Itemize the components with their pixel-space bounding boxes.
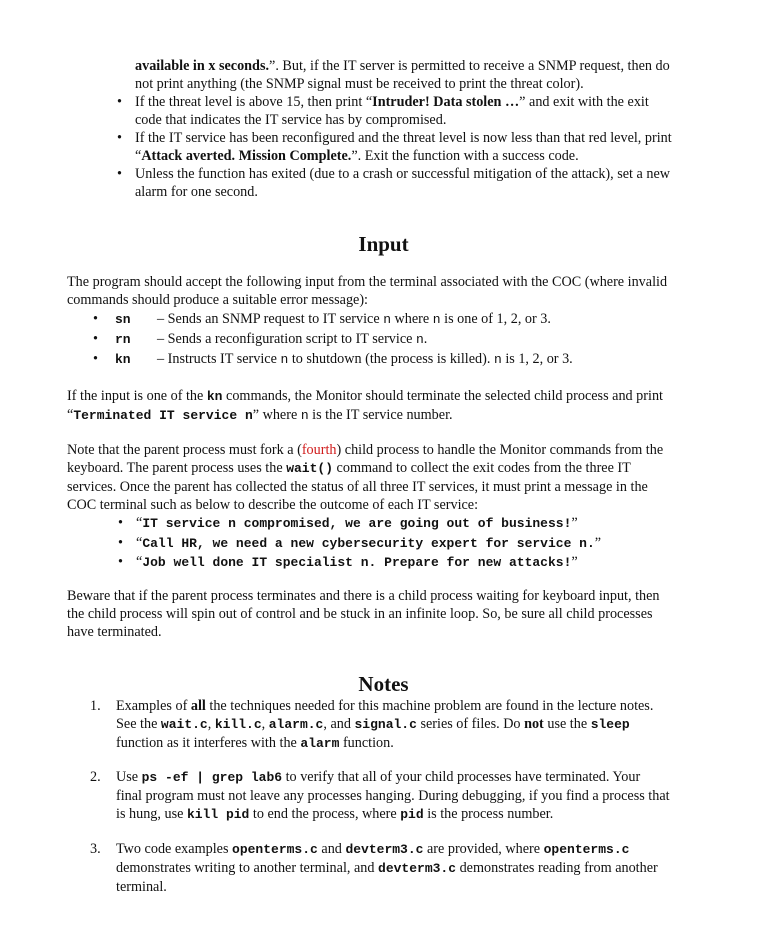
note-text: terminal. [116, 879, 167, 895]
command-code: rn [115, 332, 131, 347]
input-paragraph-4 [67, 587, 717, 641]
note-text: and [317, 841, 346, 857]
note-text: function as it interferes with the [116, 735, 301, 751]
code-wait: wait() [286, 461, 333, 476]
intro-line-1 [135, 57, 725, 75]
message-text: IT service n compromised, we are going out of business! [142, 516, 572, 531]
code-pid: pid [400, 807, 424, 822]
highlight-fourth: fourth [301, 442, 337, 458]
message-text: Job well done IT specialist n. Prepare for new attacks! [142, 555, 572, 570]
code-file: devterm3.c [378, 861, 457, 876]
message-job-well-done [136, 553, 736, 572]
code-n: n [432, 312, 441, 327]
note-bold: not [524, 716, 544, 732]
note-number: 3. [90, 841, 101, 857]
note-text: is hung, use [116, 806, 187, 822]
message-text: Call HR, we need a new cybersecurity expert for service n. [142, 536, 595, 551]
paragraph-text: ” where [252, 407, 301, 423]
quote-mark: ” [571, 515, 578, 531]
note-2 [90, 768, 716, 824]
paragraph-text: Note that the parent process must fork a ( [67, 442, 302, 458]
code-n: n [493, 352, 502, 367]
quote-mark: “ [67, 407, 74, 423]
note-text: , [261, 716, 269, 732]
bullet-text: ” and exit with the exit [519, 94, 649, 110]
note-text: series of files. Do [416, 716, 525, 732]
note-number: 2. [90, 769, 101, 785]
paragraph-line: COC terminal such as below to describe the outcome of each IT service: [67, 497, 479, 513]
note-bold: all [190, 698, 206, 714]
note-text: the techniques needed for this machine problem are found in the lecture notes. [205, 698, 654, 714]
command-desc: is one of 1, 2, or 3. [440, 311, 551, 327]
quote-mark: “ [136, 554, 143, 570]
note-text: function. [339, 735, 394, 751]
command-desc: is 1, 2, or 3. [501, 351, 573, 367]
paragraph-text: command to collect the exit codes from the three IT [333, 460, 631, 476]
paragraph-line: Beware that if the parent process terminates and there is a child process waiting for keyboard input, then [67, 588, 660, 604]
intro-line-2: not print anything (the SNMP signal must be received to print the threat color). [135, 76, 584, 92]
command-desc: . [423, 331, 428, 347]
bullet-text-line2: alarm for one second. [135, 184, 258, 200]
paragraph-text: If the input is one of the [67, 388, 207, 404]
input-paragraph-2 [67, 387, 717, 425]
command-desc: – Sends a reconfiguration script to IT service [157, 331, 416, 347]
code-sleep: sleep [590, 717, 630, 732]
quote-mark: “ [136, 515, 143, 531]
quote-mark: ” [594, 535, 602, 551]
input-heading: Input [358, 232, 409, 256]
code-n: n [300, 408, 309, 423]
code-file: openterms.c [232, 842, 318, 857]
command-sn [115, 310, 715, 329]
code-n: n [280, 352, 289, 367]
note-text: demonstrates writing to another terminal, and [116, 860, 379, 876]
note-text: Examples of [116, 698, 191, 714]
code-alarm: alarm [300, 736, 340, 751]
note-3 [90, 840, 716, 896]
bullet-text: • Unless the function has exited (due to a crash or successful mitigation of the attack), set a new [135, 166, 671, 182]
quote-mark: “ [135, 148, 142, 164]
bullet-text-line2: code that indicates the IT service has by compromised. [135, 112, 447, 128]
input-paragraph-1 [67, 273, 717, 309]
bullet-text: ”. Exit the function with a success code. [351, 148, 579, 164]
command-desc: to shutdown (the process is killed). [288, 351, 494, 367]
note-text: demonstrates reading from another [456, 860, 658, 876]
code-kill-pid: kill pid [186, 807, 250, 822]
code-kn: kn [206, 389, 223, 404]
code-n: n [383, 312, 391, 327]
code-file: openterms.c [543, 842, 630, 857]
note-text: Two code examples [116, 841, 233, 857]
quote-mark: ” [571, 554, 578, 570]
notes-heading: Notes [358, 672, 409, 696]
note-text: , [207, 716, 215, 732]
code-ps-grep: ps -ef | grep lab6 [141, 770, 283, 785]
note-text: to end the process, where [249, 806, 401, 822]
note-1 [90, 697, 716, 753]
bullet-bold: Intruder! Data stolen … [372, 94, 520, 110]
code-file: devterm3.c [345, 842, 424, 857]
paragraph-line: services. Once the parent has collected the status of all three IT services, it must print a message in the [67, 479, 648, 495]
bullet-text: • If the IT service has been reconfigured and the threat level is now less than that red level, print [135, 130, 672, 146]
code-terminated: Terminated IT service n [73, 408, 253, 423]
command-desc: – Instructs IT service [157, 351, 281, 367]
intro-bold-seconds: available in x seconds. [135, 58, 270, 74]
paragraph-line: the child process will spin out of control and be stuck in an infinite loop. So, be sure all child processes [67, 606, 653, 622]
paragraph-line: The program should accept the following input from the terminal associated with the COC (where invalid [67, 274, 668, 290]
code-file: alarm.c [268, 717, 324, 732]
note-number: 1. [90, 698, 101, 714]
intro-text: ”. But, if the IT server is permitted to receive a SNMP request, then do [269, 58, 670, 74]
note-text: See the [116, 716, 161, 732]
note-text: Use [116, 769, 142, 785]
message-call-hr [136, 534, 736, 553]
note-text: final program must not leave any processes hanging. During debugging, if you find a process that [116, 788, 670, 804]
bullet-reconfigured [135, 129, 725, 165]
note-text: use the [543, 716, 591, 732]
command-desc: where [391, 311, 433, 327]
command-desc: – Sends an SNMP request to IT service [157, 311, 384, 327]
code-file: kill.c [214, 717, 262, 732]
code-file: signal.c [354, 717, 417, 732]
paragraph-line: commands should produce a suitable error message): [67, 292, 368, 308]
quote-mark: “ [136, 535, 143, 551]
note-text: are provided, where [423, 841, 544, 857]
message-compromised [136, 514, 736, 533]
note-text: , and [323, 716, 355, 732]
bullet-set-alarm [135, 165, 725, 201]
paragraph-text: keyboard. The parent process uses the [67, 460, 287, 476]
command-rn [115, 330, 715, 349]
paragraph-text: commands, the Monitor should terminate the selected child process and print [222, 388, 663, 404]
code-file: wait.c [160, 717, 208, 732]
bullet-text: If the threat level is above 15, then print “ [135, 94, 373, 110]
paragraph-text: ) child process to handle the Monitor commands from the [336, 442, 664, 458]
command-kn [115, 350, 715, 369]
input-paragraph-3 [67, 441, 717, 514]
note-text: is the process number. [423, 806, 554, 822]
paragraph-line: have terminated. [67, 624, 162, 640]
paragraph-text: is the IT service number. [308, 407, 453, 423]
command-code: kn [115, 352, 131, 367]
bullet-threat-above-15 [135, 93, 725, 129]
note-text: to verify that all of your child processes have terminated. Your [282, 769, 641, 785]
code-n: n [415, 332, 424, 347]
bullet-bold: Attack averted. Mission Complete. [141, 148, 352, 164]
command-code: sn [115, 312, 131, 327]
